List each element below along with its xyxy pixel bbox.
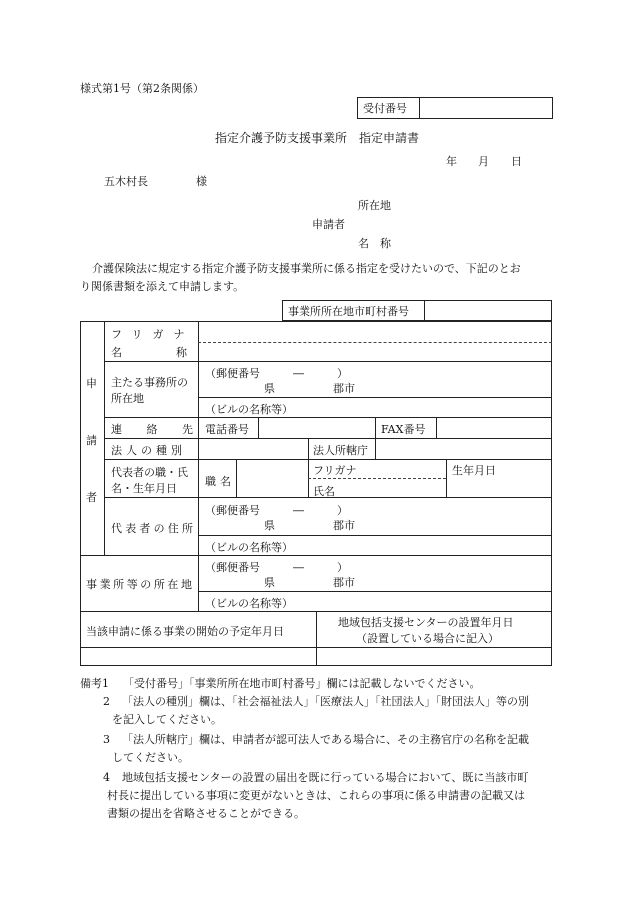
note-1: 「受付番号」「事業所所在地市町村番号」欄には記載しないでください。 (123, 677, 481, 690)
addressee-mayor: 五木村長 (104, 175, 148, 188)
office-location-label: 事 業 所 等 の 所 在 地 (86, 578, 192, 591)
side-label-3: 者 (86, 491, 97, 504)
contact-label: 連 絡 先 (111, 423, 193, 436)
rep-postal: （郵便番号 ― ） (205, 504, 348, 517)
location-postal: （郵便番号 ― ） (205, 561, 348, 574)
side-label-2: 請 (86, 434, 97, 447)
furigana-label: フリガナ (111, 328, 195, 341)
municipality-number-label: 事業所所在地市町村番号 (288, 305, 409, 318)
municipality-number-field[interactable] (428, 302, 548, 319)
office-label-1: 主たる事務所の (111, 376, 188, 389)
name-label: 名称 (111, 346, 241, 359)
start-date-field[interactable] (84, 649, 312, 664)
office-label-2: 所在地 (111, 392, 144, 405)
corp-type-label: 法人の種別 (111, 444, 186, 457)
note-3-num: 3 (103, 733, 110, 746)
side-label-1: 申 (86, 377, 97, 390)
location-ken: 県 (264, 576, 275, 589)
note-4a: 地域包括支援センターの設置の届出を既に行っている場合において、既に当該市町 (122, 771, 529, 784)
rep-building: （ビルの名称等） (205, 541, 293, 554)
name-field[interactable] (202, 344, 548, 359)
form-number: 様式第1号（第2条関係） (80, 82, 204, 95)
center-label-2: （設置している場合に記入） (356, 632, 499, 645)
applicant-name-label: 名 称 (358, 237, 391, 250)
note-2b: を記入してください。 (112, 713, 222, 726)
rep-address-label: 代 表 者 の 住 所 (111, 522, 193, 535)
note-3b: してください。 (112, 751, 189, 764)
rep-ken: 県 (264, 519, 275, 532)
location-gunshi: 郡市 (333, 576, 355, 589)
note-2-num: 2 (103, 695, 110, 708)
rep-furigana-label: フリガナ (313, 464, 357, 477)
date-month: 月 (478, 155, 489, 168)
fax-field[interactable] (440, 419, 548, 436)
fax-label: FAX番号 (381, 423, 426, 436)
applicant-address-label: 所在地 (358, 199, 391, 212)
page-title: 指定介護予防支援事業所 指定申請書 (215, 131, 420, 145)
agency-label: 法人所轄庁 (313, 444, 368, 457)
receipt-number-label: 受付番号 (363, 102, 407, 115)
office-building: （ビルの名称等） (205, 403, 293, 416)
date-day: 日 (511, 155, 522, 168)
location-building: （ビルの名称等） (205, 597, 293, 610)
furigana-field[interactable] (202, 323, 548, 340)
note-4b: 村長に提出している事項に変更がないときは、これらの事項に係る申請書の記載又は (107, 789, 525, 802)
office-postal: （郵便番号 ― ） (205, 367, 348, 380)
position-label: 職名 (205, 475, 235, 488)
addressee-sama: 様 (196, 175, 207, 188)
rep-label-1: 代表者の職・氏 (111, 466, 188, 479)
applicant-label: 申請者 (312, 218, 345, 231)
phone-label: 電話番号 (205, 423, 249, 436)
rep-gunshi: 郡市 (333, 519, 355, 532)
body-text-line1: 介護保険法に規定する指定介護予防支援事業所に係る指定を受けたいので、下記のとお (92, 262, 521, 275)
note-3a: 「法人所轄庁」欄は、申請者が認可法人である場合に、その主務官庁の名称を記載 (122, 733, 529, 746)
position-field[interactable] (240, 462, 304, 494)
date-year: 年 (446, 155, 457, 168)
office-ken: 県 (264, 382, 275, 395)
center-date-field[interactable] (320, 649, 548, 664)
receipt-number-field[interactable] (424, 98, 550, 116)
note-4-num: 4 (103, 771, 110, 784)
body-text-line2: り関係書類を添えて申請します。 (80, 280, 245, 293)
note-4c: 書類の提出を省略させることができる。 (107, 807, 305, 820)
agency-field[interactable] (379, 440, 548, 457)
note-2a: 「法人の種別」欄は、「社会福祉法人」「医療法人」「社団法人」「財団法人」等の別 (122, 695, 529, 708)
start-date-label: 当該申請に係る事業の開始の予定年月日 (86, 625, 284, 638)
rep-name-label: 氏名 (313, 485, 335, 498)
corp-type-field[interactable] (202, 440, 304, 457)
notes-head: 備考1 (80, 677, 109, 690)
phone-field[interactable] (262, 419, 372, 436)
office-gunshi: 郡市 (333, 382, 355, 395)
birth-label: 生年月日 (452, 464, 496, 477)
center-label-1: 地域包括支援センターの設置年月日 (338, 616, 514, 629)
rep-label-2: 名・生年月日 (111, 482, 177, 495)
